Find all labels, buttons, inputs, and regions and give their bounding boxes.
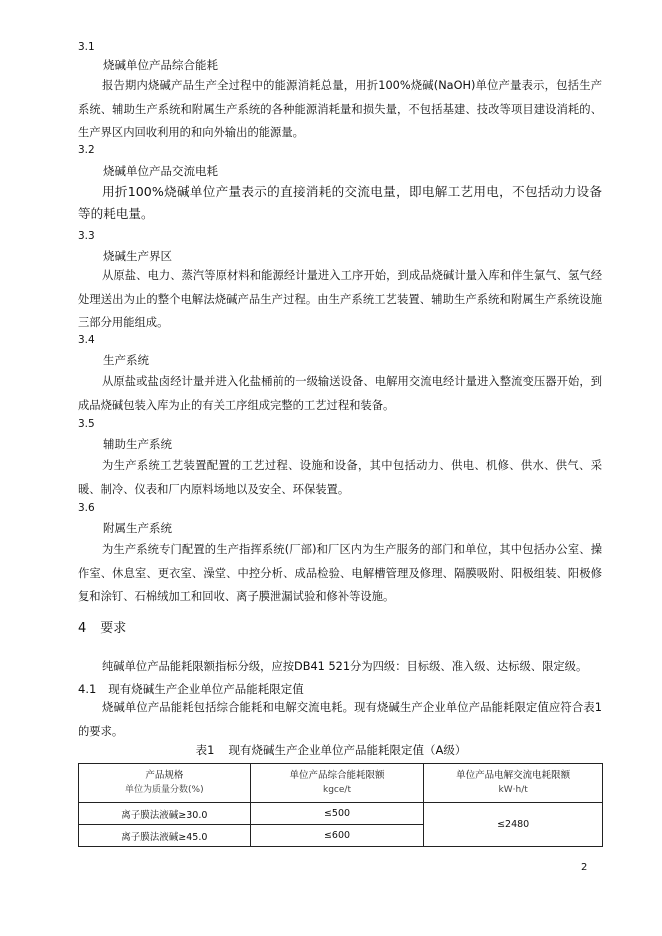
cell-energy: ≤500: [250, 803, 424, 825]
section-number: 3.3: [78, 230, 95, 242]
table-header-row: [79, 764, 603, 803]
header-energy-label: 单位产品综合能耗限额: [289, 770, 385, 781]
cell-spec: 离子膜法液碱≥45.0: [79, 825, 251, 847]
cell-energy: ≤600: [250, 825, 424, 847]
energy-limit-table: [78, 763, 603, 847]
subsection-text: 烧碱单位产品能耗包括综合能耗和电解交流电耗。现有烧碱生产企业单位产品能耗限定值应符合表1的要求。: [78, 701, 602, 738]
subsection-heading: [78, 681, 304, 697]
section-text: 为生产系统专门配置的生产指挥系统(厂部)和厂区内为生产服务的部门和单位，其中包括办公室、操作室、休息室、更衣室、澡堂、中控分析、成品检验、电解槽管理及修理、隔膜吸附、阳极组装、阳极修复和涂钉、石棉绒加工和回收、离子膜泄漏试验和修补等设施。: [78, 543, 602, 603]
section-title: 要求: [100, 621, 127, 636]
section-text: 为生产系统工艺装置配置的工艺过程、设施和设备，其中包括动力、供电、机修、供水、供气、采暖、制冷、仪表和厂内原料场地以及安全、环保装置。: [78, 459, 602, 496]
header-spec: [79, 764, 251, 803]
section-number: 3.2: [78, 144, 95, 156]
header-energy: [250, 764, 424, 803]
header-electric-unit: kW·h/t: [498, 785, 528, 795]
section-title: 附属生产系统: [103, 521, 172, 535]
page-number: 2: [581, 862, 588, 873]
subsection-number: 4.1: [78, 682, 97, 696]
section-text: 从原盐、电力、蒸汽等原材料和能源经计量进入工序开始，到成品烧碱计量入库和伴生氯气、氢气经处理送出为止的整个电解法烧碱产品生产过程。由生产系统工艺装置、辅助生产系统和附属生产系统设施三部分用能组成。: [78, 269, 602, 329]
section-title: 辅助生产系统: [103, 437, 172, 451]
header-electric-label: 单位产品电解交流电耗限额: [456, 770, 571, 781]
section-number: 3.1: [78, 41, 95, 53]
table-caption-title: 现有烧碱生产企业单位产品能耗限定值（A级）: [228, 743, 467, 757]
table-caption: [0, 742, 662, 758]
header-energy-unit: kgce/t: [323, 785, 351, 795]
subsection-title: 现有烧碱生产企业单位产品能耗限定值: [108, 682, 304, 696]
section-number: 4: [78, 621, 87, 636]
section-text: 报告期内烧碱产品生产全过程中的能源消耗总量，用折100%烧碱(NaOH)单位产量表示，包括生产系统、辅助生产系统和附属生产系统的各种能源消耗量和损失量，不包括基建、技改等项目建设消耗的、生产界区内回收利用的和向外输出的能源量。: [78, 79, 602, 139]
table-caption-number: 表1: [195, 743, 215, 757]
section-number: 3.5: [78, 418, 95, 430]
section-title: 生产系统: [103, 353, 149, 367]
section-heading: [78, 620, 126, 638]
section-title: 烧碱单位产品综合能耗: [103, 58, 218, 72]
header-electric: [424, 764, 603, 803]
header-spec-unit: 单位为质量分数(%): [125, 785, 204, 795]
section-number: 3.6: [78, 502, 95, 514]
table-row: [79, 803, 603, 825]
section-title: 烧碱单位产品交流电耗: [103, 164, 218, 178]
section-text: 从原盐或盐卤经计量并进入化盐桶前的一级输送设备、电解用交流电经计量进入整流变压器开始，到成品烧碱包装入库为止的有关工序组成完整的工艺过程和装备。: [78, 375, 602, 412]
header-spec-label: 产品规格: [145, 770, 184, 781]
section-number: 3.4: [78, 334, 95, 346]
section-intro: 纯碱单位产品能耗限额指标分级，应按DB41 521分为四级：目标级、准入级、达标级、限定级。: [102, 660, 588, 673]
cell-spec: 离子膜法液碱≥30.0: [79, 803, 251, 825]
cell-electric: ≤2480: [424, 803, 603, 847]
section-title: 烧碱生产界区: [103, 249, 172, 263]
section-text: 用折100%烧碱单位产量表示的直接消耗的交流电量，即电解工艺用电，不包括动力设备等的耗电量。: [78, 184, 602, 221]
